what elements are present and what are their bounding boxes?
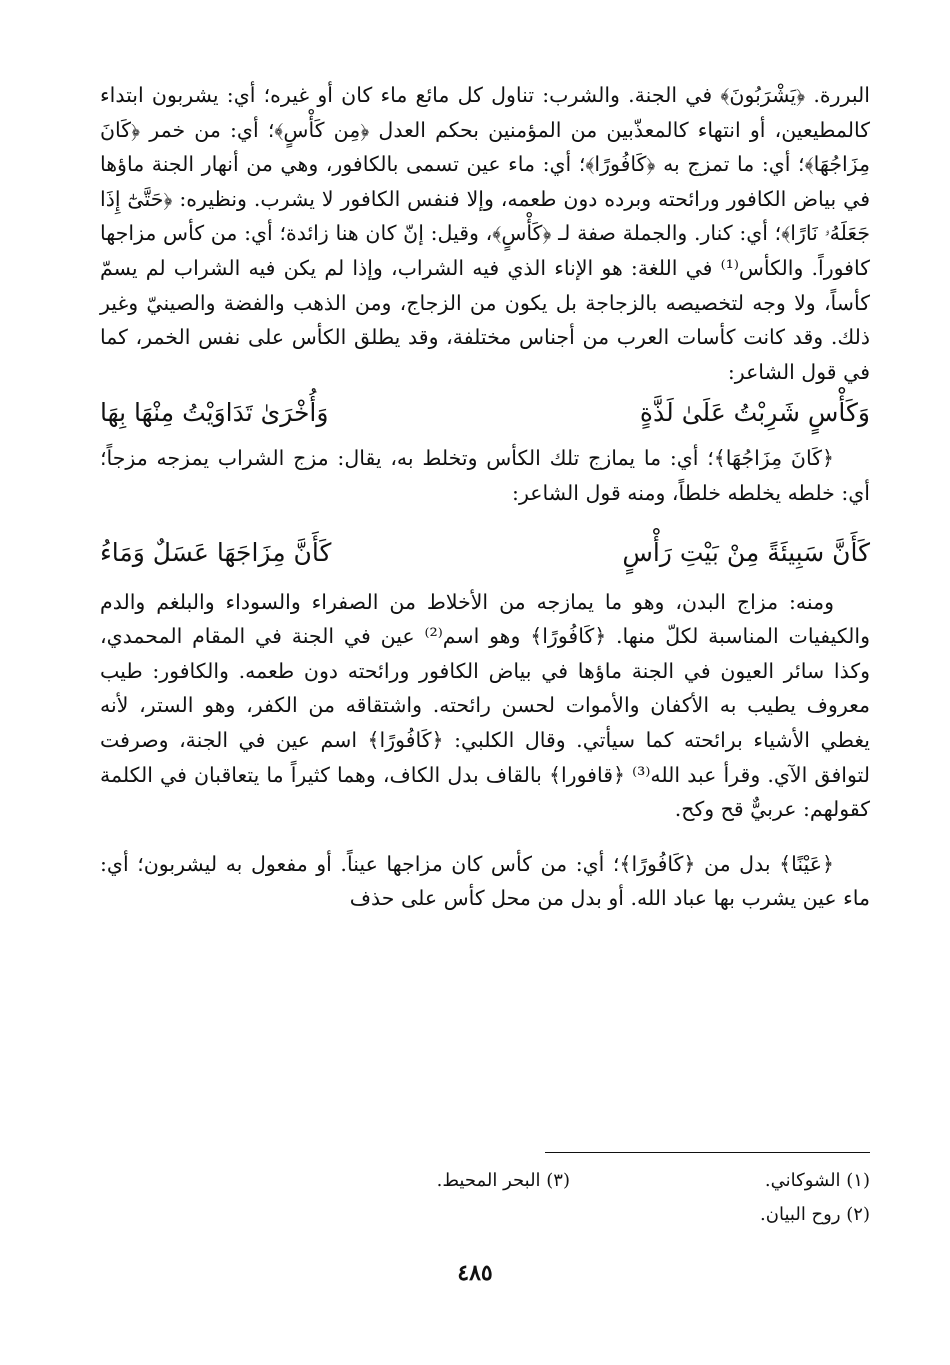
footnote-3: (٣) البحر المحيط. [436,1170,570,1191]
page-number: ٤٨٥ [457,1260,493,1286]
paragraph-1: البررة. ﴿يَشْرَبُونَ﴾ في الجنة. والشرب: تناول كل مائع ماء كان أو غيره؛ أي: يشربون ابتداء كالمطيعين، أو انتهاء كالمعذّبين من المؤمنين بحكم العدل ﴿مِن كَأْسٍ﴾؛ أي: من خمر ﴿كَانَ مِزَاجُهَا﴾؛ أي: ما تمزج به ﴿كَافُورًا﴾؛ أي: ماء عين تسمى بالكافور، وهي من أنهار الجنة ماؤها في بياض الكافور ورائحته وبرده دون طعمه، وإلا فنفس الكافور لا يشرب. ونظيره: ﴿حَتَّىٰٓ إِذَا جَعَلَهُۥ نَارًا﴾؛ أي: كنار. والجملة صفة لـ ﴿كَأْسٍ﴾، وقيل: إنّ كان هنا زائدة؛ أي: من كأس مزاجها كافوراً. والكأس⁽¹⁾ في اللغة: هو الإناء الذي فيه الشراب، وإذا لم يكن فيه الشراب لم يسمّ كأساً، ولا وجه لتخصيصه بالزجاجة بل يكون من الزجاج، ومن الذهب والفضة والصينيّ وغير ذلك. وقد كانت كأسات العرب من أجناس مختلفة، وقد يطلق الكأس على نفس الخمر، كما في قول الشاعر: [100,83,870,384]
verse-1-second-hemistich: وَأُخْرَىٰ تَدَاوَيْتُ مِنْهَا بِهَا [100,398,329,428]
footnote-row-1 [100,1164,870,1198]
poetry-verse-1 [100,393,870,433]
paragraph-2: ﴿كَانَ مِزَاجُهَا﴾؛ أي: ما يمازج تلك الكأس وتخلط به، يقال: مزج الشراب يمزجه مزجاً؛ أي: خلطه يخلطه خلطاً، ومنه قول الشاعر: [100,446,870,505]
footnote-2: (٢) روح البيان. [760,1204,870,1225]
paragraph-3: ومنه: مزاج البدن، وهو ما يمازجه من الأخلاط من الصفراء والسوداء والبلغم والدم والكيفيات المناسبة لكلّ منها. ﴿كَافُورًا﴾ وهو اسم⁽²⁾ عين في الجنة في المقام المحمدي، وكذا سائر العيون في الجنة ماؤها في بياض الكافور ورائحته دون طعمه. والكافور: طيب معروف يطيب به الأكفان والأموات لحسن رائحته. واشتقاقه من الكفر، وهو الستر، لأنه يغطي الأشياء برائحته كما سيأتي. وقال الكلبي: ﴿كَافُورًا﴾ اسم عين في الجنة، وصرفت لتوافق الآي. وقرأ عبد الله⁽³⁾ ﴿قافورا﴾ بالقاف بدل الكاف، وهما كثيراً ما يتعاقبان في الكلمة كقولهم: عربيٌّ قح وكح. [100,589,870,822]
footnote-1: (١) الشوكاني. [764,1170,870,1191]
verse-2-second-hemistich: كَأَنَّ مِزَاجَهَا عَسَلٌ وَمَاءُ [100,537,332,567]
footnote-row-2 [100,1198,870,1232]
footnote-divider [545,1152,870,1153]
verse-1-first-hemistich: وَكَأْسٍ شَرِبْتُ عَلَىٰ لَذَّةٍ [639,398,870,428]
verse-2-first-hemistich: كَأَنَّ سَبِيئَةً مِنْ بَيْتِ رَأْسٍ [622,537,870,567]
page-body [100,78,870,916]
paragraph-4: ﴿عَيْنًا﴾ بدل من ﴿كَافُورًا﴾؛ أي: من كأس كان مزاجها عيناً. أو مفعول به ليشربون؛ أي: ماء عين يشرب بها عباد الله. أو بدل من محل كأس على حذف [100,851,870,911]
footnotes [100,1164,870,1232]
poetry-verse-2 [100,533,870,573]
